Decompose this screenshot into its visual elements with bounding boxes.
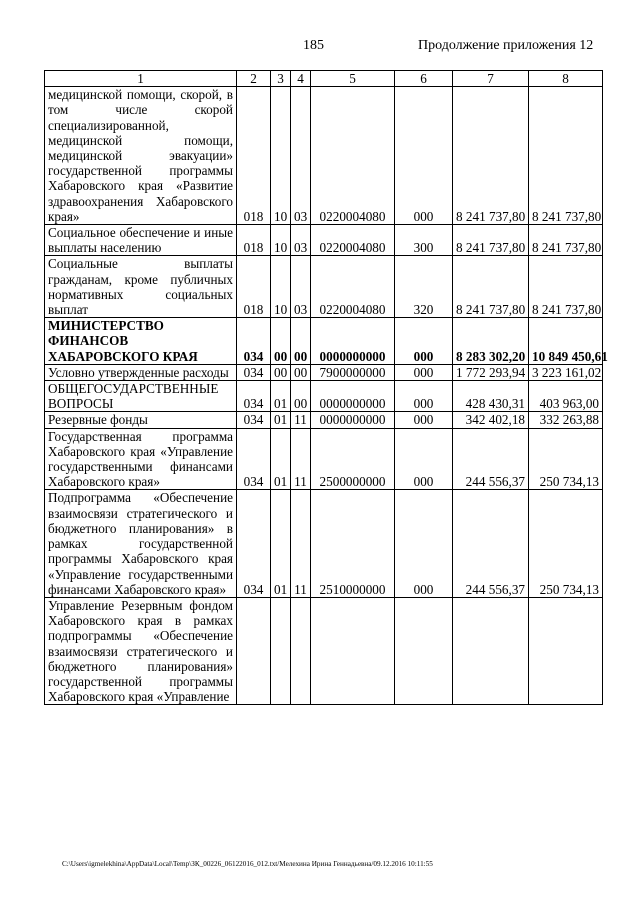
table-row <box>45 318 603 365</box>
column-header: 5 <box>311 71 395 87</box>
target-article-cell: 0220004080 <box>311 225 395 256</box>
column-header: 1 <box>45 71 237 87</box>
subsection-code-cell <box>291 597 311 704</box>
expense-type-cell: 000 <box>395 318 453 365</box>
column-header: 7 <box>453 71 529 87</box>
grbs-code-cell: 034 <box>237 381 271 412</box>
target-article-cell: 0000000000 <box>311 318 395 365</box>
amount-year2-cell: 3 223 161,02 <box>529 364 603 380</box>
section-code-cell: 01 <box>271 490 291 597</box>
section-code-cell: 00 <box>271 364 291 380</box>
subsection-code-cell: 00 <box>291 364 311 380</box>
column-number-row <box>45 71 603 87</box>
amount-year2-cell: 8 241 737,80 <box>529 87 603 225</box>
target-article-cell: 0000000000 <box>311 381 395 412</box>
expense-type-cell: 000 <box>395 412 453 428</box>
row-name-cell: Подпрограмма «Обеспечение взаимосвязи стратегического и бюджетного планирования» в рамках государственной программы Хабаровского края «Управление государственными финансами Хабаровского края» <box>45 490 237 597</box>
table-row <box>45 428 603 490</box>
row-name-cell: медицинской помощи, скорой, в том числе скорой специализированной, медицинской помощи, медицинской эвакуации» государственной программы Хабаровского края «Развитие здравоохранения Хабаровского края» <box>45 87 237 225</box>
amount-year1-cell <box>453 597 529 704</box>
amount-year2-cell: 250 734,13 <box>529 428 603 490</box>
expense-type-cell: 000 <box>395 381 453 412</box>
target-article-cell: 0000000000 <box>311 412 395 428</box>
grbs-code-cell: 034 <box>237 318 271 365</box>
subsection-code-cell: 00 <box>291 318 311 365</box>
amount-year1-cell: 244 556,37 <box>453 490 529 597</box>
section-code-cell <box>271 597 291 704</box>
section-code-cell: 01 <box>271 428 291 490</box>
section-code-cell: 10 <box>271 256 291 318</box>
expense-type-cell: 000 <box>395 490 453 597</box>
grbs-code-cell: 034 <box>237 364 271 380</box>
expense-type-cell: 000 <box>395 428 453 490</box>
target-article-cell: 0220004080 <box>311 256 395 318</box>
column-header: 8 <box>529 71 603 87</box>
row-name-cell: МИНИСТЕРСТВО ФИНАНСОВ ХАБАРОВСКОГО КРАЯ <box>45 318 237 365</box>
amount-year2-cell: 332 263,88 <box>529 412 603 428</box>
target-article-cell: 2510000000 <box>311 490 395 597</box>
target-article-cell <box>311 597 395 704</box>
expense-type-cell: 300 <box>395 225 453 256</box>
section-code-cell: 10 <box>271 225 291 256</box>
row-name-cell: Управление Резервным фондом Хабаровского края в рамках подпрограммы «Обеспечение взаимосвязи стратегического и бюджетного планирования» государственной программы Хабаровского края «Управление <box>45 597 237 704</box>
grbs-code-cell: 034 <box>237 412 271 428</box>
expense-type-cell <box>395 597 453 704</box>
amount-year2-cell <box>529 597 603 704</box>
appendix-continuation-label: Продолжение приложения 12 <box>418 38 594 53</box>
section-code-cell: 01 <box>271 412 291 428</box>
row-name-cell: Социальное обеспечение и иные выплаты населению <box>45 225 237 256</box>
table-row <box>45 87 603 225</box>
table-row <box>45 597 603 704</box>
grbs-code-cell <box>237 597 271 704</box>
grbs-code-cell: 034 <box>237 428 271 490</box>
grbs-code-cell: 018 <box>237 87 271 225</box>
amount-year1-cell: 342 402,18 <box>453 412 529 428</box>
table-row <box>45 381 603 412</box>
subsection-code-cell: 03 <box>291 225 311 256</box>
row-name-cell: Резервные фонды <box>45 412 237 428</box>
subsection-code-cell: 11 <box>291 412 311 428</box>
column-header: 2 <box>237 71 271 87</box>
budget-table <box>44 70 608 705</box>
target-article-cell: 2500000000 <box>311 428 395 490</box>
subsection-code-cell: 03 <box>291 87 311 225</box>
expense-type-cell: 000 <box>395 87 453 225</box>
expense-type-cell: 000 <box>395 364 453 380</box>
target-article-cell: 0220004080 <box>311 87 395 225</box>
grbs-code-cell: 018 <box>237 225 271 256</box>
subsection-code-cell: 00 <box>291 381 311 412</box>
section-code-cell: 10 <box>271 87 291 225</box>
column-header: 3 <box>271 71 291 87</box>
subsection-code-cell: 03 <box>291 256 311 318</box>
amount-year1-cell: 8 283 302,20 <box>453 318 529 365</box>
subsection-code-cell: 11 <box>291 428 311 490</box>
page-number: 185 <box>303 38 324 53</box>
amount-year2-cell: 250 734,13 <box>529 490 603 597</box>
amount-year1-cell: 8 241 737,80 <box>453 225 529 256</box>
row-name-cell: ОБЩЕГОСУДАРСТВЕННЫЕ ВОПРОСЫ <box>45 381 237 412</box>
amount-year1-cell: 8 241 737,80 <box>453 256 529 318</box>
amount-year2-cell: 10 849 450,61 <box>529 318 603 365</box>
section-code-cell: 01 <box>271 381 291 412</box>
grbs-code-cell: 018 <box>237 256 271 318</box>
target-article-cell: 7900000000 <box>311 364 395 380</box>
amount-year1-cell: 428 430,31 <box>453 381 529 412</box>
table-row <box>45 412 603 428</box>
amount-year2-cell: 8 241 737,80 <box>529 225 603 256</box>
table-row <box>45 364 603 380</box>
amount-year2-cell: 403 963,00 <box>529 381 603 412</box>
row-name-cell: Социальные выплаты гражданам, кроме публичных нормативных социальных выплат <box>45 256 237 318</box>
amount-year1-cell: 244 556,37 <box>453 428 529 490</box>
column-header: 6 <box>395 71 453 87</box>
amount-year2-cell: 8 241 737,80 <box>529 256 603 318</box>
amount-year1-cell: 8 241 737,80 <box>453 87 529 225</box>
row-name-cell: Государственная программа Хабаровского края «Управление государственными финансами Хабаровского края» <box>45 428 237 490</box>
amount-year1-cell: 1 772 293,94 <box>453 364 529 380</box>
row-name-cell: Условно утвержденные расходы <box>45 364 237 380</box>
table-row <box>45 256 603 318</box>
document-path-footer: C:\Users\igmelekhina\AppData\Local\Temp\ЗК_00226_06122016_012.txt/Мелехина Ирина Геннадьевна/09.12.2016 10:11:55 <box>62 860 433 868</box>
expense-type-cell: 320 <box>395 256 453 318</box>
grbs-code-cell: 034 <box>237 490 271 597</box>
table-row <box>45 490 603 597</box>
table-row <box>45 225 603 256</box>
column-header: 4 <box>291 71 311 87</box>
subsection-code-cell: 11 <box>291 490 311 597</box>
section-code-cell: 00 <box>271 318 291 365</box>
